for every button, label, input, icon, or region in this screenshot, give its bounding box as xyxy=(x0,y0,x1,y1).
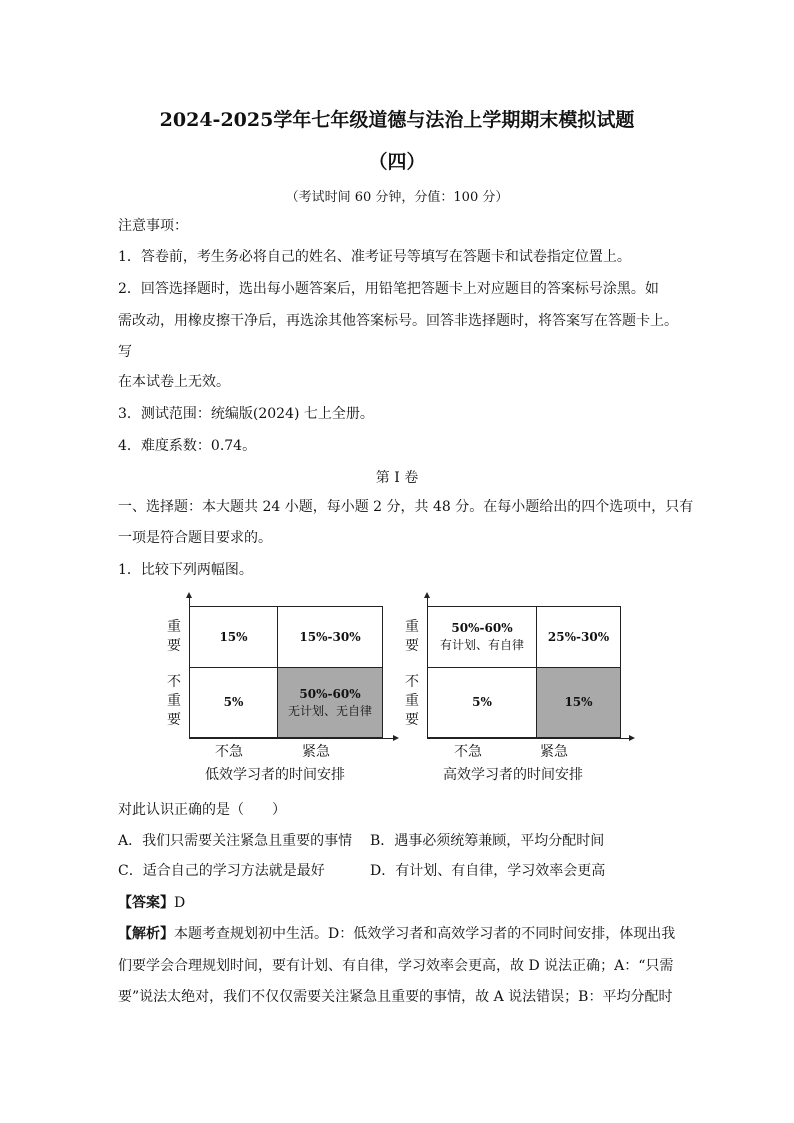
cell-unimportant-not-urgent xyxy=(189,667,278,738)
notice-item-3: 3．测试范围：统编版(2024) 七上全册。 xyxy=(118,406,374,422)
x-label-not-urgent: 不急 xyxy=(454,744,482,760)
x-axis xyxy=(189,738,394,739)
analysis-line-b: 们要学会合理规划时间，要有计划、有自律，学习效率会更高，故 D 说法正确；A：“只需 xyxy=(118,958,674,974)
notice-item-2b: 需改动，用橡皮擦干净后，再选涂其他答案标号。回答非选择题时，将答案写在答题卡上。 xyxy=(118,313,678,329)
cell-value: 5% xyxy=(472,695,492,709)
notice-item-2c: 写 xyxy=(118,344,132,360)
cell-important-urgent xyxy=(277,606,383,668)
analysis-line-a xyxy=(118,924,675,944)
cell-value: 25%-30% xyxy=(547,629,610,644)
exam-info: （考试时间 60 分钟，分值：100 分） xyxy=(285,190,509,205)
cell-value: 15%-30% xyxy=(299,629,361,644)
x-label-urgent: 紧急 xyxy=(540,744,568,760)
notice-item-2a: 2．回答选择题时，选出每小题答案后，用铅笔把答题卡上对应题目的答案标号涂黑。如 xyxy=(118,281,659,297)
cell-unimportant-not-urgent xyxy=(427,667,537,738)
cell-unimportant-urgent xyxy=(277,667,383,738)
part1-intro-a: 一、选择题：本大题共 24 小题，每小题 2 分，共 48 分。在每小题给出的四个选项中，只有 xyxy=(118,499,694,515)
notice-heading: 注意事项： xyxy=(118,218,188,234)
figure-caption: 高效学习者的时间安排 xyxy=(443,767,583,783)
answer-value: D xyxy=(174,895,186,911)
x-axis-arrow xyxy=(629,735,635,741)
question1-prompt: 对此认识正确的是（ ） xyxy=(118,802,286,818)
analysis-label: 【解析】 xyxy=(118,926,174,942)
option-a: A．我们只需要关注紧急且重要的事情 xyxy=(118,833,353,849)
cell-unimportant-urgent xyxy=(536,667,621,738)
y-label-important: 重要 xyxy=(405,619,419,654)
y-label-not-important: 不重要 xyxy=(167,674,181,728)
y-label-not-important: 不重要 xyxy=(405,674,419,728)
exam-title-line1: 2024-2025学年七年级道德与法治上学期期末模拟试题 xyxy=(159,109,635,131)
option-d: D．有计划、有自律，学习效率会更高 xyxy=(370,863,606,879)
cell-value: 50%-60% xyxy=(299,686,361,701)
analysis-text-a: 本题考查规划初中生活。D：低效学习者和高效学习者的不同时间安排，体现出我 xyxy=(174,926,676,942)
answer-label: 【答案】 xyxy=(118,895,174,911)
notice-item-4: 4．难度系数：0.74。 xyxy=(118,438,257,454)
exam-title-line2: （四） xyxy=(368,151,426,173)
y-axis-arrow xyxy=(424,592,430,598)
answer-line xyxy=(118,893,185,913)
cell-note: 有计划、有自律 xyxy=(439,638,524,652)
cell-value: 15% xyxy=(219,629,248,644)
cell-important-urgent xyxy=(536,606,621,668)
figure-caption: 低效学习者的时间安排 xyxy=(205,767,345,783)
cell-value: 15% xyxy=(564,695,593,709)
notice-item-1: 1．答卷前，考生务必将自己的姓名、准考证号等填写在答题卡和试卷指定位置上。 xyxy=(118,249,631,265)
y-label-important: 重要 xyxy=(167,619,181,654)
analysis-line-c: 要”说法太绝对，我们不仅仅需要关注紧急且重要的事情，故 A 说法错误；B：平均分配时 xyxy=(118,989,673,1005)
option-c: C．适合自己的学习方法就是最好 xyxy=(118,863,325,879)
notice-item-2d: 在本试卷上无效。 xyxy=(118,374,230,390)
question1-stem: 1．比较下列两幅图。 xyxy=(118,562,253,578)
cell-value: 5% xyxy=(223,695,244,709)
section-label: 第 I 卷 xyxy=(375,470,419,486)
cell-note: 无计划、无自律 xyxy=(287,703,372,718)
y-axis-arrow xyxy=(186,592,192,598)
cell-value: 50%-60% xyxy=(451,621,513,635)
cell-important-not-urgent xyxy=(427,606,537,668)
x-label-urgent: 紧急 xyxy=(302,744,330,760)
x-axis xyxy=(427,738,630,739)
part1-intro-b: 一项是符合题目要求的。 xyxy=(118,530,272,546)
x-axis-arrow xyxy=(393,735,399,741)
x-label-not-urgent: 不急 xyxy=(215,744,243,760)
cell-important-not-urgent xyxy=(189,606,278,668)
option-b: B．遇事必须统筹兼顾，平均分配时间 xyxy=(370,833,605,849)
